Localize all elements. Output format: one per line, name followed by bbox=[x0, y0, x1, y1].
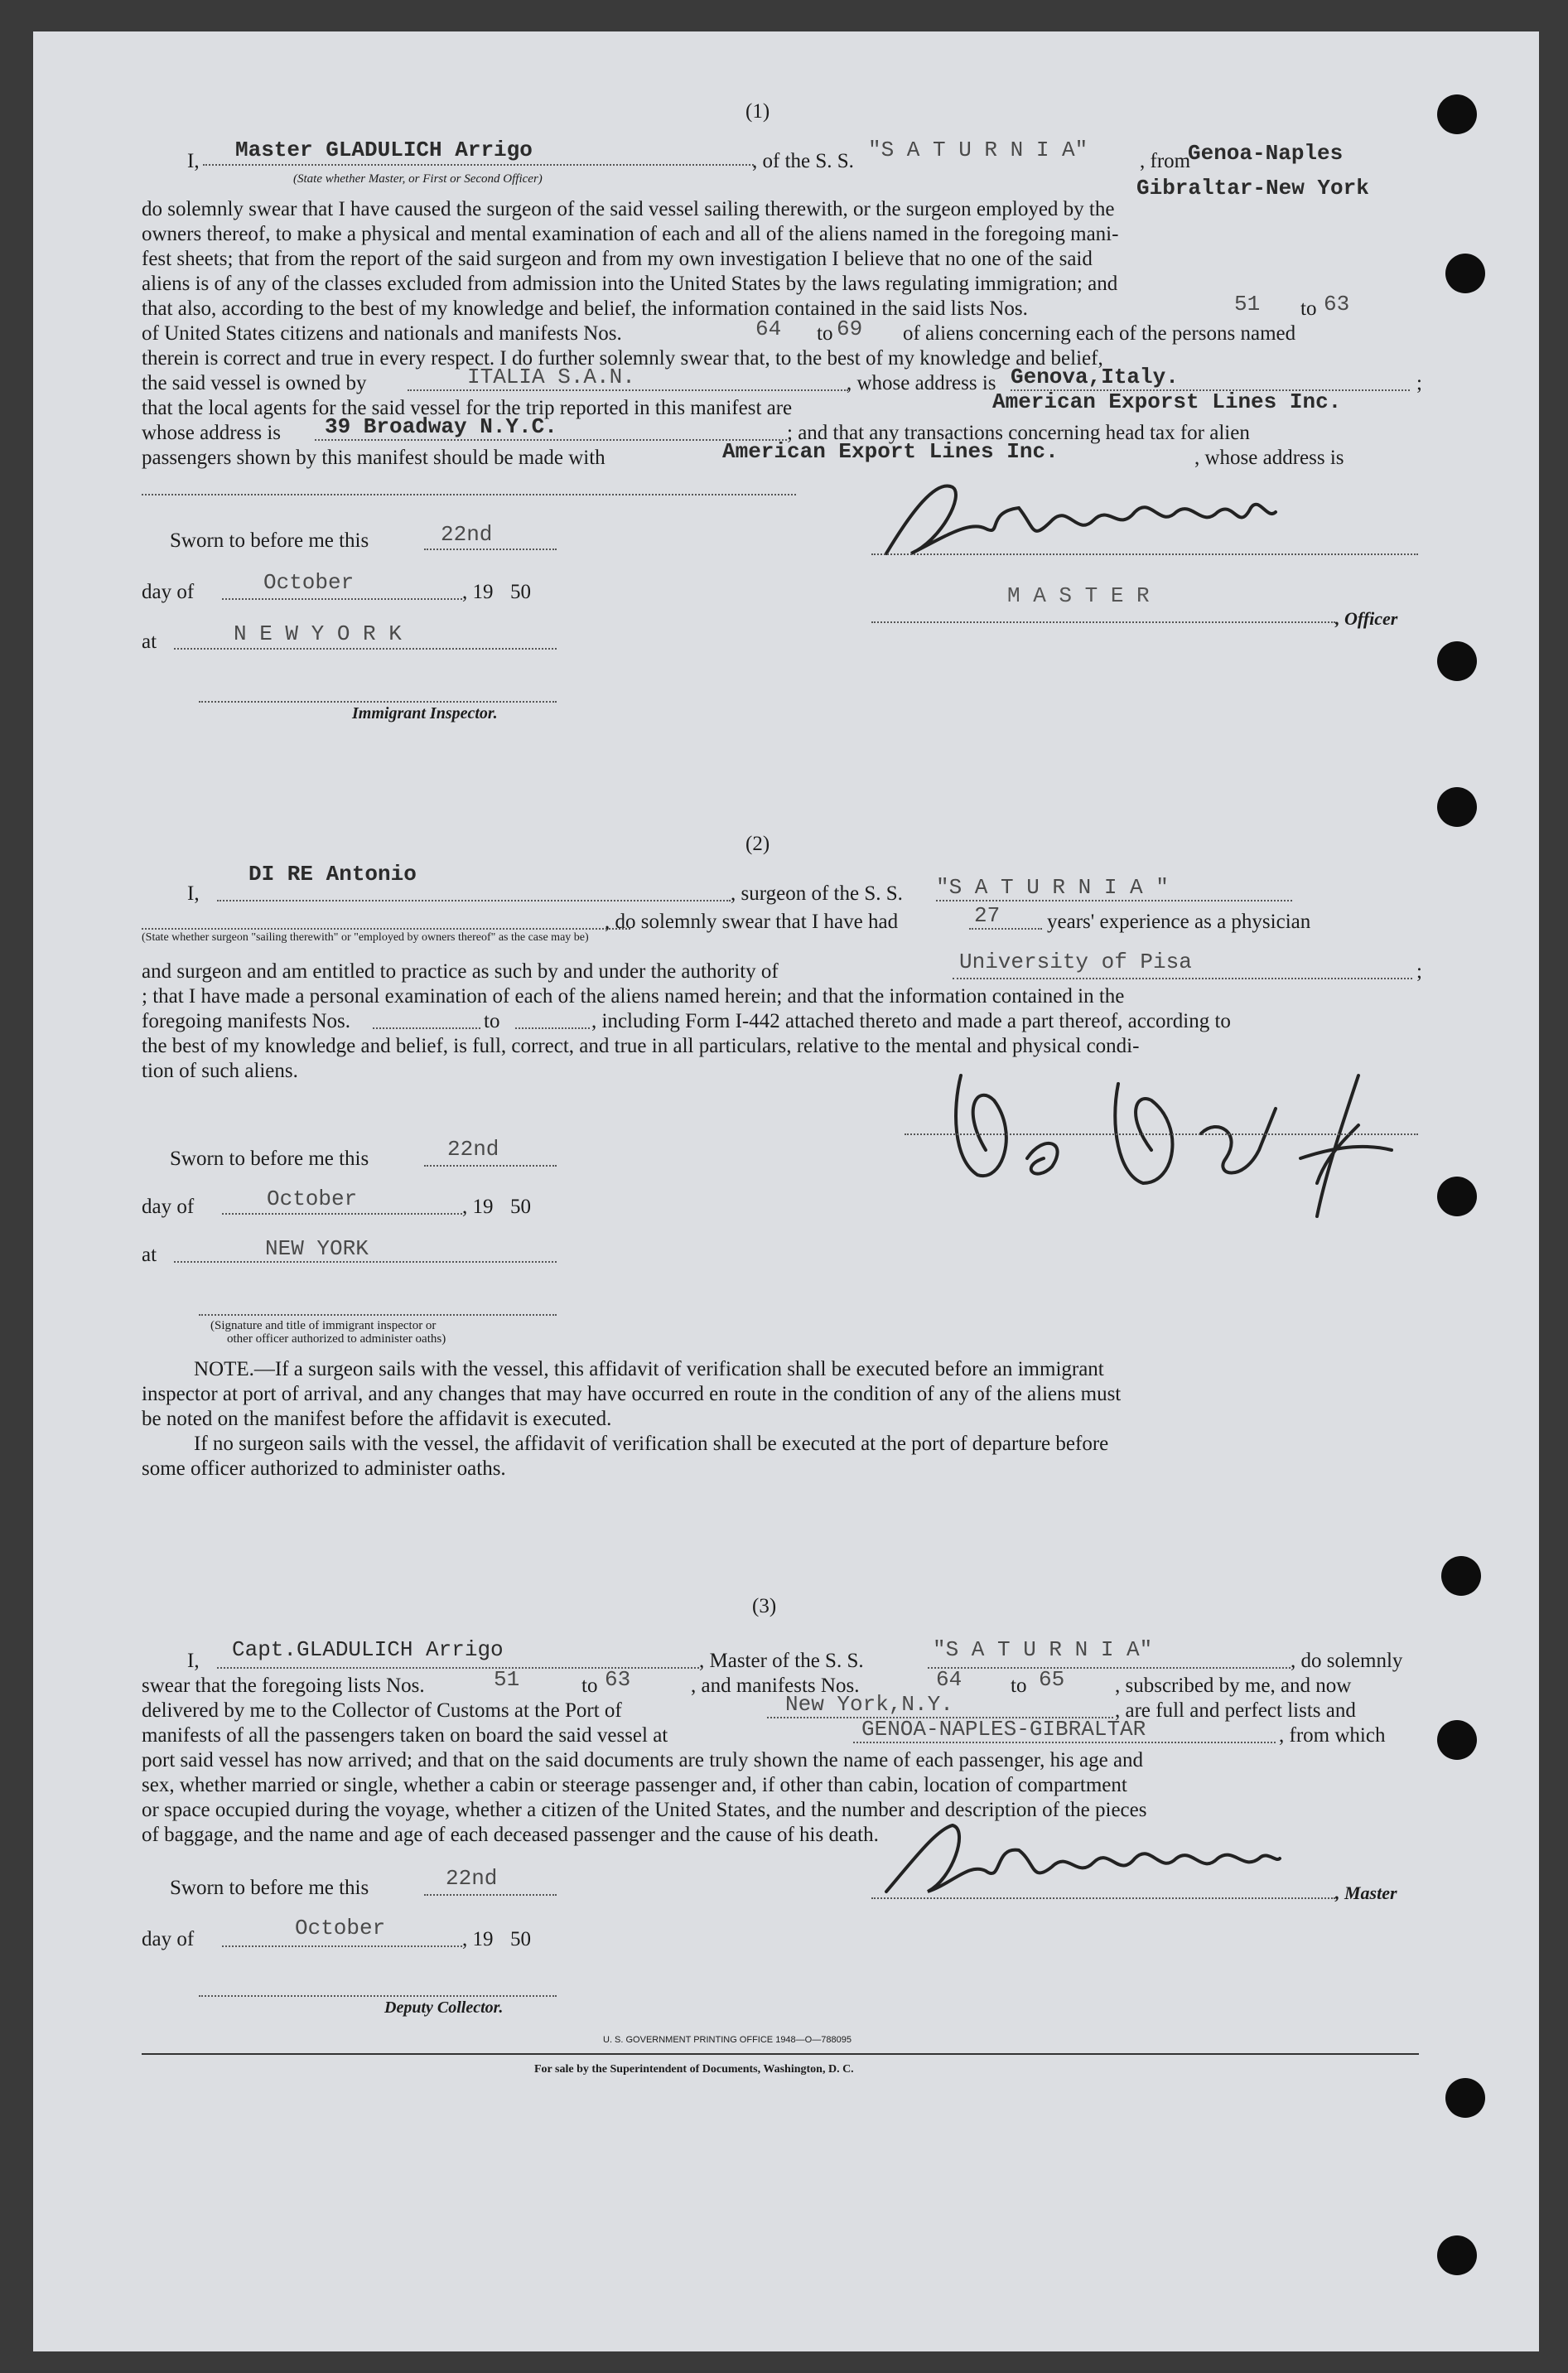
label-at: at bbox=[142, 631, 157, 653]
label-year: , 19 bbox=[462, 1196, 494, 1218]
fill-line bbox=[222, 1213, 462, 1215]
body-line: therein is correct and true in every respect. I do further solemnly swear that, to the best of my knowledge and belief, bbox=[142, 347, 1103, 370]
punch-hole bbox=[1437, 2235, 1477, 2275]
lists-to: 63 bbox=[605, 1667, 631, 1692]
fill-line bbox=[222, 1945, 462, 1947]
sworn-day: 22nd bbox=[447, 1137, 499, 1162]
manifest-affidavit-page bbox=[33, 31, 1539, 2351]
body-line: the best of my knowledge and belief, is full, correct, and true in all particulars, relative to the mental and physical condi- bbox=[142, 1035, 1140, 1057]
label-to: to bbox=[581, 1675, 598, 1697]
inspector-title: Immigrant Inspector. bbox=[352, 704, 498, 723]
fill-line bbox=[315, 439, 787, 441]
signature-line bbox=[905, 1133, 1418, 1135]
authority: University of Pisa bbox=[959, 950, 1192, 974]
surgeon-ship: "S A T U R N I A " bbox=[936, 875, 1169, 900]
punch-hole bbox=[1437, 787, 1477, 827]
local-agents: American Exporst Lines Inc. bbox=[992, 389, 1342, 414]
body-line: owners thereof, to make a physical and mental examination of each and all of the aliens named in the foregoing mani- bbox=[142, 223, 1119, 245]
body-line: swear that the foregoing lists Nos. bbox=[142, 1675, 425, 1697]
fill-line bbox=[174, 1261, 557, 1263]
label-from: , from bbox=[1140, 150, 1191, 172]
fill-line bbox=[142, 928, 630, 930]
punch-hole bbox=[1437, 1720, 1477, 1760]
sale-line: For sale by the Superintendent of Documents, Washington, D. C. bbox=[534, 2063, 854, 2076]
sworn-month: October bbox=[295, 1916, 386, 1940]
body-line: manifests of all the passengers taken on board the said vessel at bbox=[142, 1724, 668, 1747]
punch-hole bbox=[1437, 1177, 1477, 1216]
fill-line bbox=[142, 494, 796, 495]
label-i: I, bbox=[187, 150, 200, 172]
master-label: , Master bbox=[1335, 1882, 1397, 1903]
section-number: (3) bbox=[752, 1595, 777, 1617]
note-line: NOTE.—If a surgeon sails with the vessel, this affidavit of verification shall be executed before an immigrant bbox=[194, 1358, 1104, 1380]
note-line: inspector at port of arrival, and any changes that may have occurred en route in the condition of any of the aliens must bbox=[142, 1383, 1122, 1405]
fill-line bbox=[969, 928, 1042, 930]
label-years-exp: years' experience as a physician bbox=[1047, 911, 1311, 933]
label-master-of: , Master of the S. S. bbox=[699, 1650, 864, 1672]
label-day-of: day of bbox=[142, 1196, 195, 1218]
body-line: sex, whether married or single, whether a cabin or steerage passenger and, if other than cabin, location of compartment bbox=[142, 1774, 1127, 1796]
body-line: that also, according to the best of my knowledge and belief, the information contained in the said lists Nos. bbox=[142, 297, 1028, 320]
body-line: or space occupied during the voyage, whether a citizen of the United States, and the number and description of the pieces bbox=[142, 1799, 1147, 1821]
label-subscribed: , subscribed by me, and now bbox=[1115, 1675, 1352, 1697]
label-surgeon-of: , surgeon of the S. S. bbox=[731, 882, 903, 905]
punch-hole bbox=[1445, 254, 1485, 293]
fill-line bbox=[203, 164, 754, 166]
label-from-which: , from which bbox=[1279, 1724, 1386, 1747]
fill-line bbox=[424, 1165, 557, 1167]
label-whose-address: , whose address is bbox=[847, 372, 996, 394]
body-line: and surgeon and am entitled to practice as such by and under the authority of bbox=[142, 960, 779, 983]
label-day-of: day of bbox=[142, 1928, 195, 1950]
sworn-place: N E W Y O R K bbox=[234, 621, 402, 646]
body-line: fest sheets; that from the report of the said surgeon and from my own investigation I believe that no one of the said bbox=[142, 248, 1093, 270]
body-line: aliens is of any of the classes excluded from admission into the United States by the laws regulating immigration; and bbox=[142, 273, 1118, 295]
punch-hole bbox=[1437, 94, 1477, 134]
body-line: delivered by me to the Collector of Customs at the Port of bbox=[142, 1699, 622, 1722]
officer-label: , Officer bbox=[1335, 608, 1398, 629]
lists-from: 51 bbox=[1234, 292, 1261, 317]
ship-name: "S A T U R N I A" bbox=[868, 138, 1088, 162]
body-line: passengers shown by this manifest should be made with bbox=[142, 447, 605, 469]
year-suffix: 50 bbox=[510, 1196, 531, 1218]
route-line-1: Genoa-Naples bbox=[1188, 141, 1344, 166]
label-of-ss: , of the S. S. bbox=[752, 150, 854, 172]
sworn-day: 22nd bbox=[441, 522, 493, 547]
label-including: , including Form I-442 attached thereto and made a part thereof, according to bbox=[591, 1010, 1231, 1032]
label-sworn: Sworn to before me this bbox=[170, 1148, 369, 1170]
route-line-2: Gibraltar-New York bbox=[1136, 176, 1369, 201]
body-line: of United States citizens and nationals and manifests Nos. bbox=[142, 322, 622, 345]
label-i: I, bbox=[187, 882, 200, 905]
punch-hole bbox=[1437, 641, 1477, 681]
note-line: If no surgeon sails with the vessel, the affidavit of verification shall be executed at the port of departure before bbox=[194, 1433, 1109, 1455]
body-line: the said vessel is owned by bbox=[142, 372, 367, 394]
punch-hole bbox=[1445, 2078, 1485, 2118]
vessel-owner: ITALIA S.A.N. bbox=[467, 365, 635, 389]
fill-line bbox=[408, 389, 848, 391]
label-whose-address: , whose address is bbox=[1194, 447, 1344, 469]
label-at: at bbox=[142, 1244, 157, 1266]
label-to: to bbox=[1011, 1675, 1027, 1697]
footer-rule bbox=[142, 2053, 1419, 2055]
gpo-line: U. S. GOVERNMENT PRINTING OFFICE 1948—O—788095 bbox=[603, 2035, 852, 2045]
label-year: , 19 bbox=[462, 1928, 494, 1950]
note-line: be noted on the manifest before the affidavit is executed. bbox=[142, 1408, 612, 1430]
fill-line bbox=[953, 978, 1412, 979]
master-signature bbox=[870, 1813, 1284, 1904]
owner-address: Genova,Italy. bbox=[1011, 365, 1179, 389]
punch-hole bbox=[1441, 1556, 1481, 1596]
fill-line bbox=[424, 1894, 557, 1896]
semicolon: ; bbox=[1416, 372, 1422, 394]
fill-line bbox=[174, 648, 557, 650]
embarkation: GENOA-NAPLES-GIBRALTAR bbox=[861, 1717, 1146, 1742]
manifests-to: 65 bbox=[1039, 1667, 1065, 1692]
year-suffix: 50 bbox=[510, 1928, 531, 1950]
inspector-note-1: (Signature and title of immigrant inspector or bbox=[210, 1319, 437, 1332]
body-line: foregoing manifests Nos. bbox=[142, 1010, 351, 1032]
label-sworn: Sworn to before me this bbox=[170, 1877, 369, 1899]
signature-line bbox=[871, 553, 1418, 555]
label-head-tax: ; and that any transactions concerning head tax for alien bbox=[787, 422, 1250, 444]
fill-line bbox=[217, 900, 731, 901]
master-name: Capt.GLADULICH Arrigo bbox=[232, 1637, 504, 1662]
sworn-place: NEW YORK bbox=[265, 1236, 369, 1261]
label-solemnly: , do solemnly bbox=[1291, 1650, 1403, 1672]
label-year: , 19 bbox=[462, 581, 494, 603]
label-to: to bbox=[1300, 297, 1317, 320]
fill-line bbox=[222, 598, 462, 600]
body-line: whose address is bbox=[142, 422, 282, 444]
inspector-note-2: other officer authorized to administer oaths) bbox=[227, 1332, 446, 1346]
fill-line bbox=[871, 621, 1335, 623]
label-day-of: day of bbox=[142, 581, 195, 603]
surgeon-note: (State whether surgeon "sailing therewith" or "employed by owners thereof" as the case may be) bbox=[142, 931, 589, 944]
body-line: ; that I have made a personal examination of each of the aliens named herein; and that the information contained in the bbox=[142, 985, 1125, 1008]
sworn-day: 22nd bbox=[446, 1866, 498, 1891]
officer-title: M A S T E R bbox=[1007, 583, 1150, 608]
port: New York,N.Y. bbox=[785, 1692, 953, 1717]
master-note: (State whether Master, or First or Second Officer) bbox=[293, 172, 543, 186]
lists-from: 51 bbox=[494, 1667, 520, 1692]
collector-title: Deputy Collector. bbox=[384, 1998, 504, 2017]
sworn-month: October bbox=[267, 1186, 358, 1211]
body-line: of baggage, and the name and age of each deceased passenger and the cause of his death. bbox=[142, 1824, 879, 1846]
body-line: tion of such aliens. bbox=[142, 1060, 298, 1082]
label-sworn: Sworn to before me this bbox=[170, 529, 369, 552]
fill-line bbox=[853, 1742, 1276, 1743]
fill-line bbox=[936, 900, 1292, 901]
fill-line bbox=[424, 549, 557, 550]
manifests-to: 69 bbox=[837, 317, 863, 341]
section-number: (1) bbox=[745, 100, 770, 123]
label-full-perfect: , are full and perfect lists and bbox=[1115, 1699, 1356, 1722]
manifests-from: 64 bbox=[755, 317, 782, 341]
ship-name: "S A T U R N I A" bbox=[933, 1637, 1153, 1662]
signature-line bbox=[871, 1897, 1335, 1899]
lists-to: 63 bbox=[1324, 292, 1350, 317]
note-line: some officer authorized to administer oaths. bbox=[142, 1457, 506, 1480]
label-and-manifests: , and manifests Nos. bbox=[691, 1675, 860, 1697]
fill-line bbox=[515, 1027, 590, 1029]
label-i: I, bbox=[187, 1650, 200, 1672]
label-of-aliens: of aliens concerning each of the persons named bbox=[903, 322, 1296, 345]
section-number: (2) bbox=[745, 833, 770, 855]
fill-line bbox=[373, 1027, 480, 1029]
fill-line bbox=[928, 1667, 1291, 1669]
signature-line bbox=[199, 1314, 557, 1316]
body-line: port said vessel has now arrived; and that on the said documents are truly shown the name of each passenger, his age and bbox=[142, 1749, 1144, 1771]
years-experience: 27 bbox=[974, 903, 1001, 928]
body-line: do solemnly swear that I have caused the surgeon of the said vessel sailing therewith, or the surgeon employed by the bbox=[142, 198, 1115, 220]
master-name: Master GLADULICH Arrigo bbox=[235, 138, 533, 162]
semicolon: ; bbox=[1416, 960, 1422, 983]
label-had: , do solemnly swear that I have had bbox=[605, 911, 899, 933]
year-suffix: 50 bbox=[510, 581, 531, 603]
label-to: to bbox=[817, 322, 833, 345]
sworn-month: October bbox=[263, 570, 355, 595]
surgeon-name: DI RE Antonio bbox=[248, 862, 417, 887]
agents-address: 39 Broadway N.Y.C. bbox=[325, 414, 557, 439]
manifests-from: 64 bbox=[936, 1667, 963, 1692]
head-tax-agent: American Export Lines Inc. bbox=[722, 439, 1059, 464]
label-to: to bbox=[484, 1010, 500, 1032]
surgeon-signature bbox=[928, 1059, 1425, 1225]
body-line: that the local agents for the said vessel for the trip reported in this manifest are bbox=[142, 397, 793, 419]
